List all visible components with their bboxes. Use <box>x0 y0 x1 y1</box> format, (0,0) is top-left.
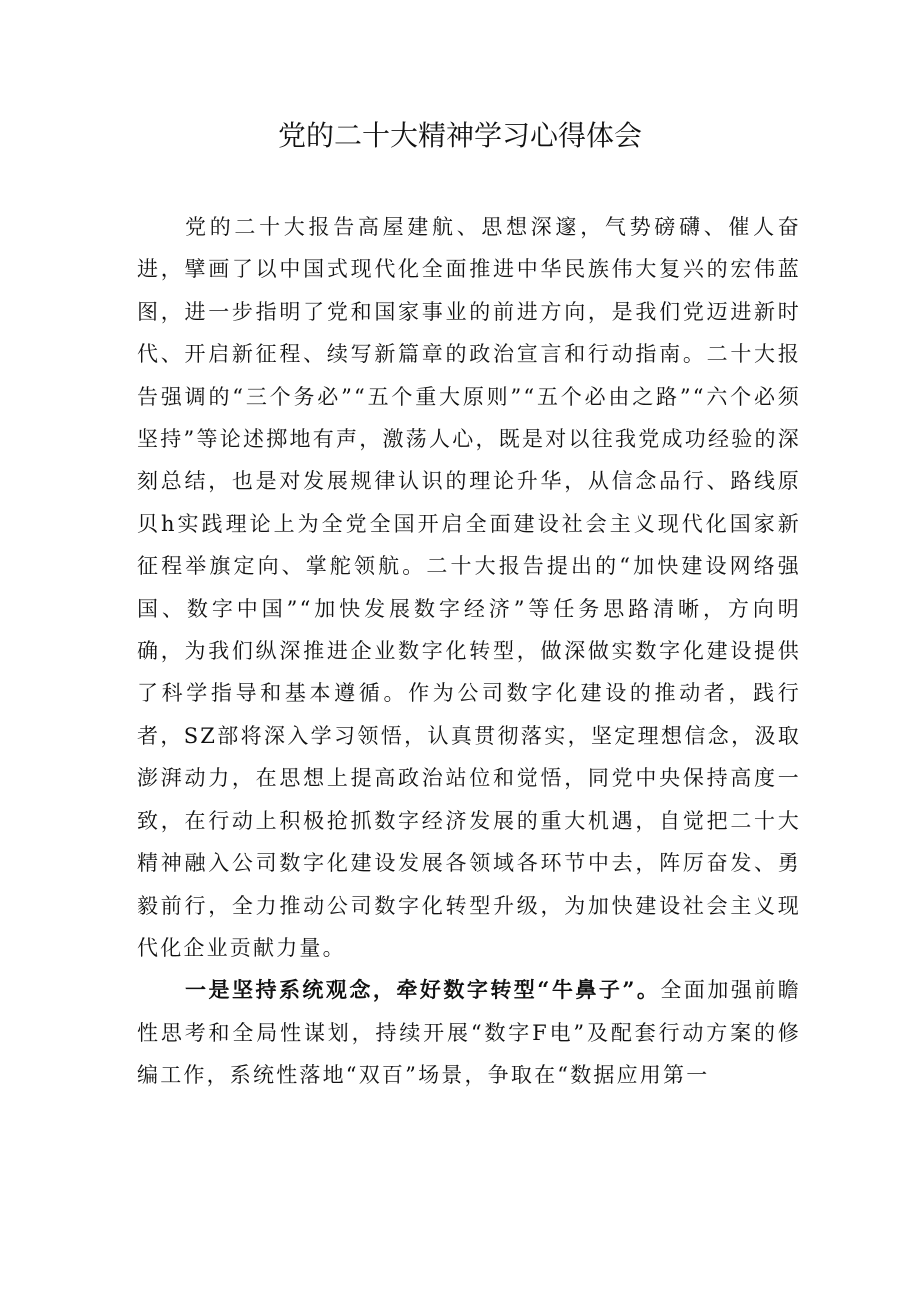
document-title: 党的二十大精神学习心得体会 <box>277 119 642 152</box>
paragraph-intro <box>137 206 801 969</box>
paragraph-point-one-text: 全面加强前瞻性思考和全局性谋划，持续开展“数字F电”及配套行动方案的修编工作，系统性落地“双百”场景，争取在“数据应用第一 <box>137 978 802 1088</box>
document-body <box>137 206 801 1097</box>
paragraph-point-one <box>137 969 801 1096</box>
paragraph-intro-text: 党的二十大报告高屋建航、思想深邃，气势磅礴、催人奋进，擘画了以中国式现代化全面推进中华民族伟大复兴的宏伟蓝图，进一步指明了党和国家事业的前进方向，是我们党迈进新时代、开启新征程、续写新篇章的政治宣言和行动指南。二十大报告强调的“三个务必”“五个重大原则”“五个必由之路”“六个必须坚持”等论述掷地有声，激荡人心，既是对以往我党成功经验的深刻总结，也是对发展规律认识的理论升华，从信念品行、路线原贝h实践理论上为全党全国开启全面建设社会主义现代化国家新征程举旗定向、掌舵领航。二十大报告提出的“加快建设网络强国、数字中国”“加快发展数字经济”等任务思路清晰，方向明确，为我们纵深推进企业数字化转型，做深做实数字化建设提供了科学指导和基本遵循。作为公司数字化建设的推动者，践行者，SZ部将深入学习领悟，认真贯彻落实，坚定理想信念，汲取澎湃动力，在思想上提高政治站位和觉悟，同党中央保持高度一致，在行动上积极抢抓数字经济发展的重大机遇，自觉把二十大精神融入公司数字化建设发展各领域各环节中去，阵厉奋发、勇毅前行，全力推动公司数字化转型升级，为加快建设社会主义现代化企业贡献力量。 <box>137 215 801 960</box>
paragraph-point-one-lead: 一是坚持系统观念，牵好数字转型“牛鼻子”。 <box>185 977 661 1003</box>
